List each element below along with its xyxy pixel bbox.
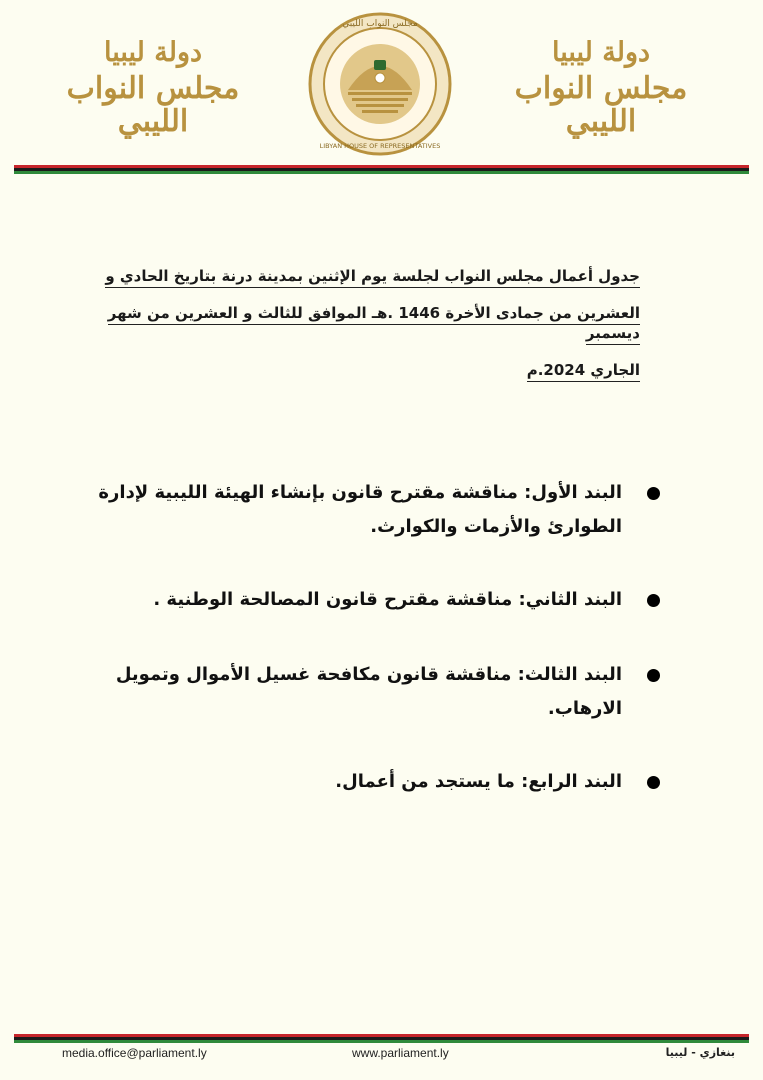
agenda-item-text: البند الثالث: مناقشة قانون مكافحة غسيل الأموال وتمويل الارهاب. [115,664,622,719]
header-calligraphy-right [496,38,706,138]
bullet-icon [647,776,660,789]
agenda-item [62,658,660,726]
flag-divider-top [14,165,749,174]
agenda-item [62,765,660,799]
agenda-item [62,476,660,544]
agenda-item [62,583,660,617]
header-calligraphy-left [48,38,258,138]
agenda-item-text: البند الأول: مناقشة مقترح قانون بإنشاء الهيئة الليبية لإدارة الطوارئ والأزمات والكوارث. [98,482,622,537]
page-footer [0,1043,763,1067]
session-agenda-title [60,266,640,397]
parliament-seal-icon [308,12,452,156]
agenda-item-text: البند الرابع: ما يستجد من أعمال. [335,771,622,792]
agenda-item-text: البند الثاني: مناقشة مقترح قانون المصالحة الوطنية . [153,589,622,610]
calligraphy-state-name: دولة ليبيا [103,37,203,68]
bullet-icon [647,669,660,682]
title-line-3: الجاري 2024.م [527,361,640,382]
bullet-icon [647,487,660,500]
seal-top-text: مجلس النواب الليبي [342,19,418,29]
flag-divider-bottom [14,1034,749,1043]
title-line-2: العشرين من جمادى الأخرة 1446 .هـ الموافق للثالث و العشرين من شهر ديسمبر [108,304,640,345]
footer-website: www.parliament.ly [352,1046,449,1060]
footer-location: بنغازي - ليبيا [665,1046,735,1059]
seal-bottom-text: LIBYAN HOUSE OF REPRESENTATIVES [319,142,441,150]
calligraphy-state-name: دولة ليبيا [551,37,651,68]
calligraphy-parliament-name: مجلس النواب الليبي [514,70,688,139]
calligraphy-parliament-name: مجلس النواب الليبي [66,70,240,139]
footer-email: media.office@parliament.ly [62,1046,207,1060]
bullet-icon [647,594,660,607]
title-line-1: جدول أعمال مجلس النواب لجلسة يوم الإثنين بمدينة درنة بتاريخ الحادي و [105,267,640,288]
